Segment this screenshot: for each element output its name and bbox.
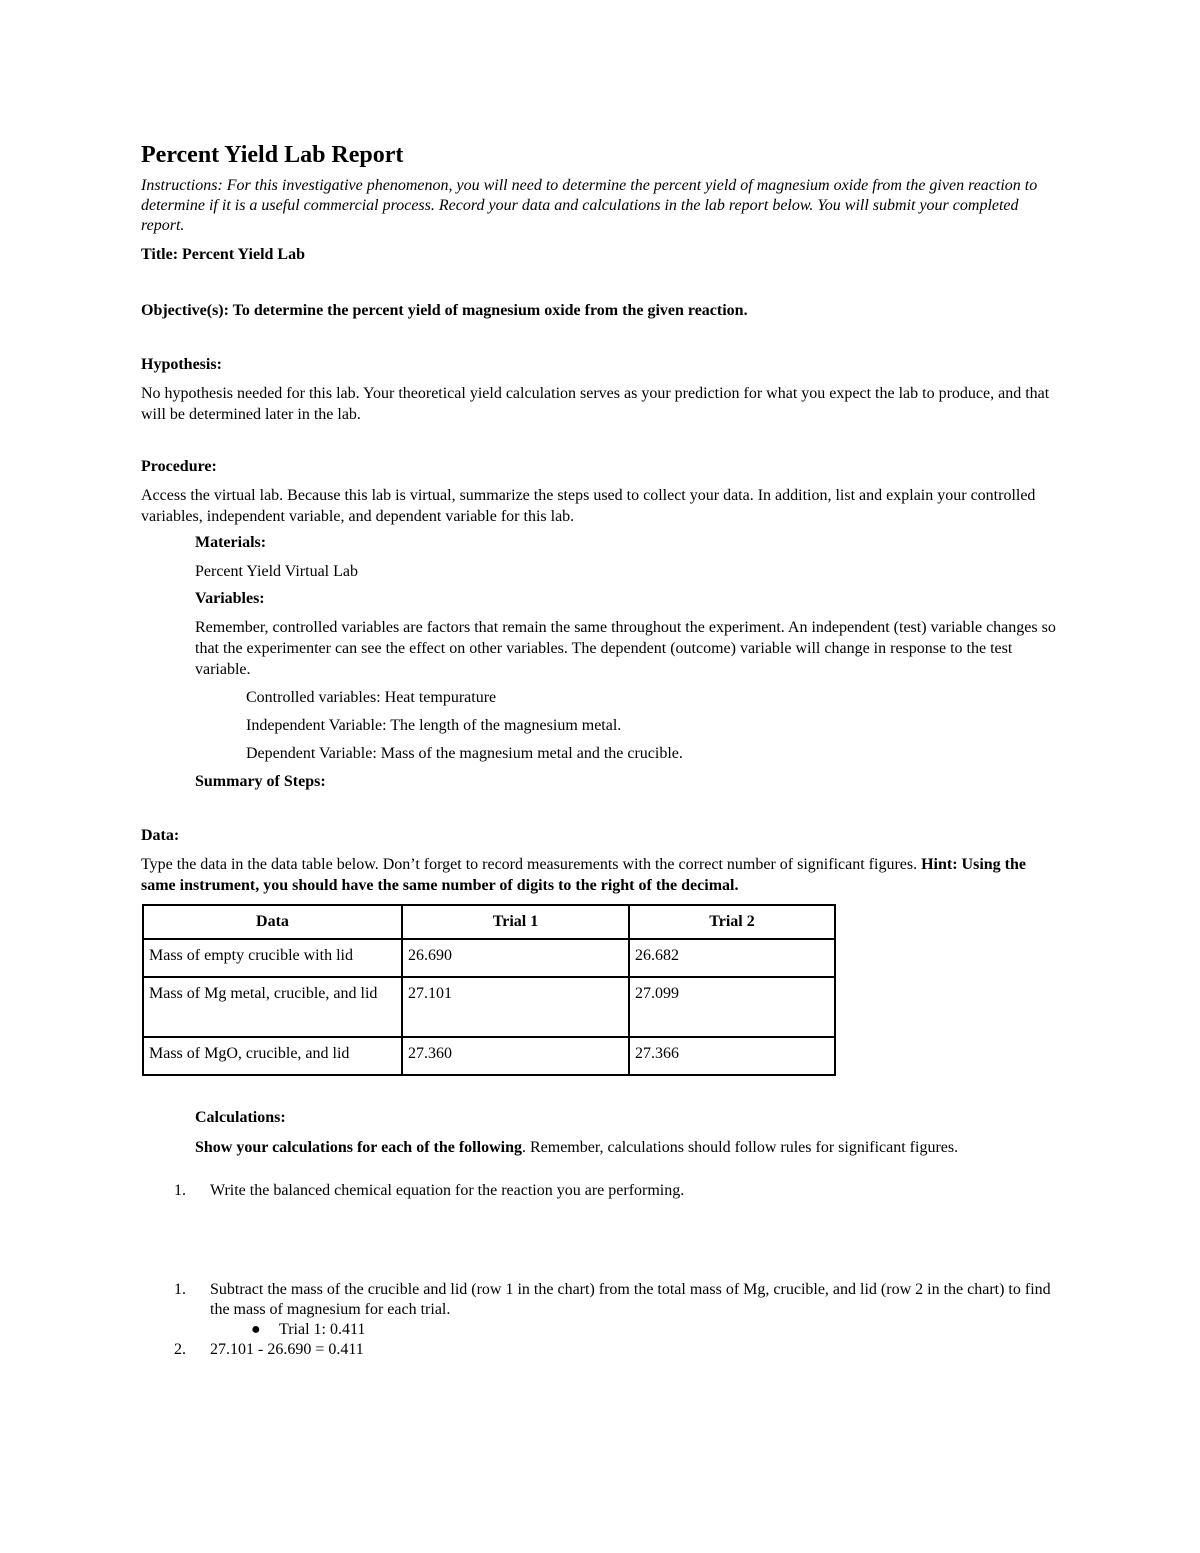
calculations-instructions [195, 1137, 1061, 1158]
procedure-heading: Procedure: [141, 458, 217, 475]
bullet-item [251, 1320, 1061, 1340]
data-table [142, 904, 836, 1076]
data-instructions: Type the data in the data table below. Don’t forget to record measurements with the correct number of significant figures. [141, 856, 918, 873]
instructions: Instructions: For this investigative phenomenon, you will need to determine the percent yield of magnesium oxide from the given reaction to determine if it is a useful commercial process. Record your data and calculations in the lab report below. You will submit your completed report. [141, 177, 1038, 234]
table-cell: 27.101 [402, 977, 629, 1037]
calculations-show-rest: . Remember, calculations should follow rules for significant figures. [521, 1139, 959, 1156]
page-title: Percent Yield Lab Report [141, 142, 404, 168]
list-number: 1. [174, 1182, 186, 1199]
summary-heading: Summary of Steps: [195, 773, 326, 790]
table-cell: 27.360 [402, 1037, 629, 1075]
document-content [141, 140, 1061, 1360]
hypothesis-heading: Hypothesis: [141, 356, 222, 373]
table-cell: 26.682 [629, 939, 835, 977]
list-item [141, 1280, 1061, 1320]
calculation-list-continued [141, 1340, 1061, 1360]
table-cell: Mass of Mg metal, crucible, and lid [143, 977, 402, 1037]
materials-heading: Materials: [195, 534, 267, 551]
procedure-text: Access the virtual lab. Because this lab is virtual, summarize the steps used to collect your data. In addition, list and explain your controlled variables, independent variable, and dependent variable for this lab. [141, 487, 1036, 525]
variables-text: Remember, controlled variables are factors that remain the same throughout the experiment. An independent (test) variable changes so that the experimenter can see the effect on other variables. The dependent (outcome) variable will change in response to the test variable. [195, 619, 1056, 678]
lab-title: Title: Percent Yield Lab [141, 246, 305, 263]
table-header-cell: Trial 2 [629, 905, 835, 939]
list-item [141, 1340, 1061, 1360]
table-cell: 26.690 [402, 939, 629, 977]
calculation-list [141, 1181, 1061, 1320]
table-header-cell: Data [143, 905, 402, 939]
list-item [141, 1181, 1061, 1201]
materials-text: Percent Yield Virtual Lab [195, 563, 358, 580]
table-cell: 27.366 [629, 1037, 835, 1075]
bullet-dot-icon: ● [251, 1321, 261, 1338]
table-cell: 27.099 [629, 977, 835, 1037]
data-hint: Hint: Using the same instrument, you should have the same number of digits to the right of the decimal. [141, 856, 1027, 894]
independent-variable: Independent Variable: The length of the magnesium metal. [246, 717, 622, 734]
calculations-show-bold: Show your calculations for each of the following [195, 1139, 522, 1156]
list-text: 27.101 - 26.690 = 0.411 [210, 1341, 364, 1358]
table-cell: Mass of MgO, crucible, and lid [143, 1037, 402, 1075]
data-heading: Data: [141, 827, 180, 844]
table-header-row [143, 905, 835, 939]
list-number: 1. [174, 1281, 186, 1298]
objective: Objective(s): To determine the percent yield of magnesium oxide from the given reaction. [141, 302, 748, 319]
dependent-variable: Dependent Variable: Mass of the magnesium metal and the crucible. [246, 745, 683, 762]
list-text: Subtract the mass of the crucible and lid (row 1 in the chart) from the total mass of Mg, crucible, and lid (row 2 in the chart) to find the mass of magnesium for each trial. [210, 1281, 1051, 1318]
table-header-cell: Trial 1 [402, 905, 629, 939]
controlled-variables: Controlled variables: Heat tempurature [246, 689, 497, 706]
table-row [143, 977, 835, 1037]
bullet-text: Trial 1: 0.411 [279, 1321, 366, 1338]
variables-heading: Variables: [195, 590, 265, 607]
calculations-heading: Calculations: [195, 1109, 286, 1126]
hypothesis-text: No hypothesis needed for this lab. Your theoretical yield calculation serves as your prediction for what you expect the lab to produce, and that will be determined later in the lab. [141, 385, 1050, 423]
list-text: Write the balanced chemical equation for the reaction you are performing. [210, 1182, 685, 1199]
table-row [143, 939, 835, 977]
list-number: 2. [174, 1341, 186, 1358]
data-text [141, 854, 1061, 896]
table-cell: Mass of empty crucible with lid [143, 939, 402, 977]
table-row [143, 1037, 835, 1075]
